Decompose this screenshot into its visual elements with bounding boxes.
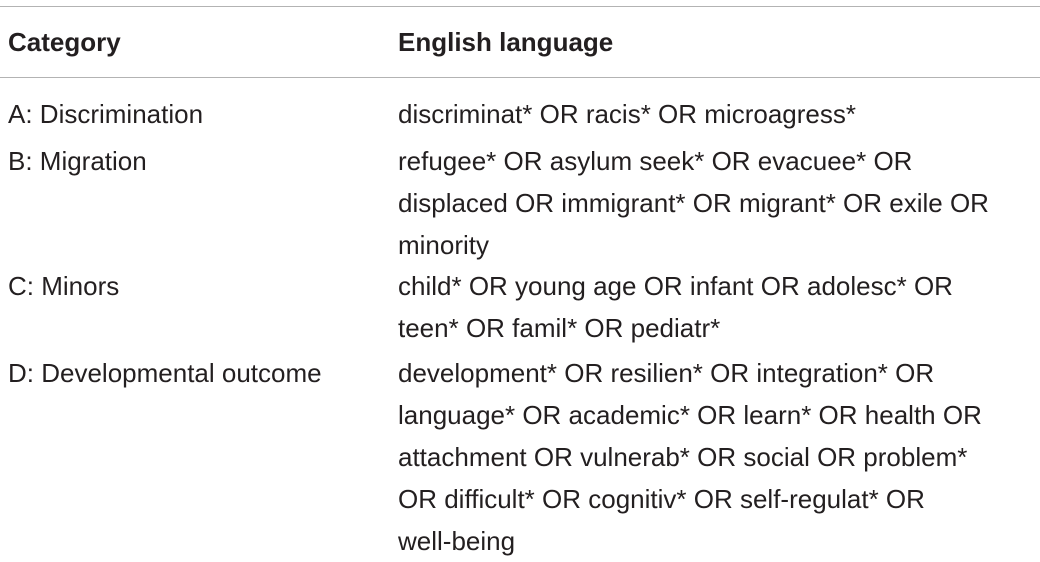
terms-cell	[398, 93, 856, 135]
terms-cell	[398, 265, 953, 349]
category-cell: A: Discrimination	[8, 99, 204, 129]
header-english-language: English language	[398, 27, 614, 57]
category-cell: D: Developmental outcome	[8, 358, 322, 388]
terms-line: development* OR resilien* OR integration* OR	[398, 358, 935, 388]
terms-line: child* OR young age OR infant OR adolesc* OR	[398, 271, 953, 301]
terms-cell	[398, 140, 989, 266]
terms-line: discriminat* OR racis* OR microagress*	[398, 99, 856, 129]
header-category: Category	[8, 27, 121, 57]
terms-line: minority	[398, 230, 490, 260]
terms-line: language* OR academic* OR learn* OR health OR	[398, 400, 982, 430]
terms-line: well-being	[398, 526, 516, 556]
category-cell: C: Minors	[8, 271, 120, 301]
top-rule	[0, 6, 1040, 7]
terms-line: displaced OR immigrant* OR migrant* OR exile OR	[398, 188, 989, 218]
terms-line: teen* OR famil* OR pediatr*	[398, 313, 721, 343]
terms-line: attachment OR vulnerab* OR social OR problem*	[398, 442, 968, 472]
header-rule	[0, 77, 1040, 78]
category-cell: B: Migration	[8, 146, 147, 176]
terms-cell	[398, 352, 982, 562]
terms-line: refugee* OR asylum seek* OR evacuee* OR	[398, 146, 913, 176]
terms-line: OR difficult* OR cognitiv* OR self-regulat* OR	[398, 484, 925, 514]
